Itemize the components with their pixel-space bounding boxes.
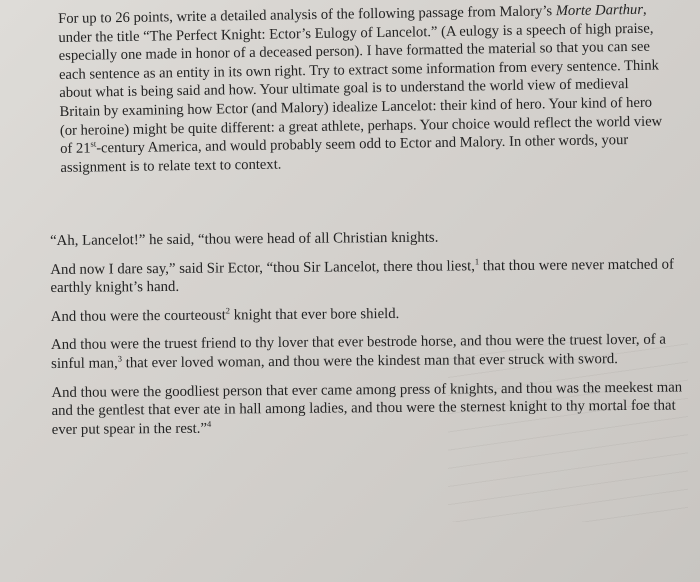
instructions-text-start: For up to 26 points, write a detailed analysis of the following passage from Malory’s	[58, 3, 556, 27]
sentence-text: “Ah, Lancelot!” he said, “thou were head of all Christian knights.	[50, 229, 439, 249]
sentence-text: And now I dare say,” said Sir Ector, “thou Sir Lancelot, there thou liest,	[50, 257, 475, 278]
instructions-text-end: -century America, and would probably seem odd to Ector and Malory. In other words, your assignment is to relate text to context.	[60, 132, 629, 176]
sentence-text: And thou were the truest friend to thy lover that ever bestrode horse, and thou were the truest lover, of a sinful man,	[50, 332, 666, 372]
passage-sentence-1	[50, 226, 690, 250]
passage-sentence-2	[50, 255, 690, 298]
sentence-text: that thou were never matched of earthly knight’s hand.	[50, 256, 674, 297]
sentence-text: that ever loved woman, and thou were the kindest man that ever struck with sword.	[121, 351, 619, 372]
show-through-texture	[448, 342, 688, 522]
assignment-instructions	[58, 0, 673, 177]
instructions-text-middle: , under the title “The Perfect Knight: Ector’s Eulogy of Lancelot.” (A eulogy is a speech of high praise, especially one made in honor of a deceased person). I have formatted the material so that you can see each sentence as an entity in its own right. Try to extract some information from every sentence. Think about what is being said and how. Your ultimate goal is to understand the world view of medieval Britain by examining how Ector (and Malory) idealize Lancelot: their kind of hero. Your kind of hero (or heroine) might be quite different: a great athlete, perhaps. Your choice would reflect the world view of 21	[58, 1, 663, 158]
passage-sentence-3	[51, 302, 691, 326]
footnote-marker: 4	[206, 418, 212, 429]
instructions-paragraph	[58, 0, 673, 177]
footnote-marker: 3	[117, 353, 122, 364]
footnote-marker: 2	[225, 305, 231, 316]
ordinal-suffix: st	[90, 138, 97, 149]
sentence-text: knight that ever bore shield.	[229, 305, 400, 324]
sentence-text: And thou were the courteoust	[50, 307, 226, 325]
footnote-marker: 1	[474, 255, 480, 266]
book-title: Morte Darthur	[555, 1, 644, 20]
sentence-text: And thou were the goodliest person that ever came among press of knights, and thou was the meekest man and the gentlest that ever ate in hall among ladies, and thou were the sternest knight to thy mortal foe that ever put spear in the rest.”	[51, 379, 683, 438]
